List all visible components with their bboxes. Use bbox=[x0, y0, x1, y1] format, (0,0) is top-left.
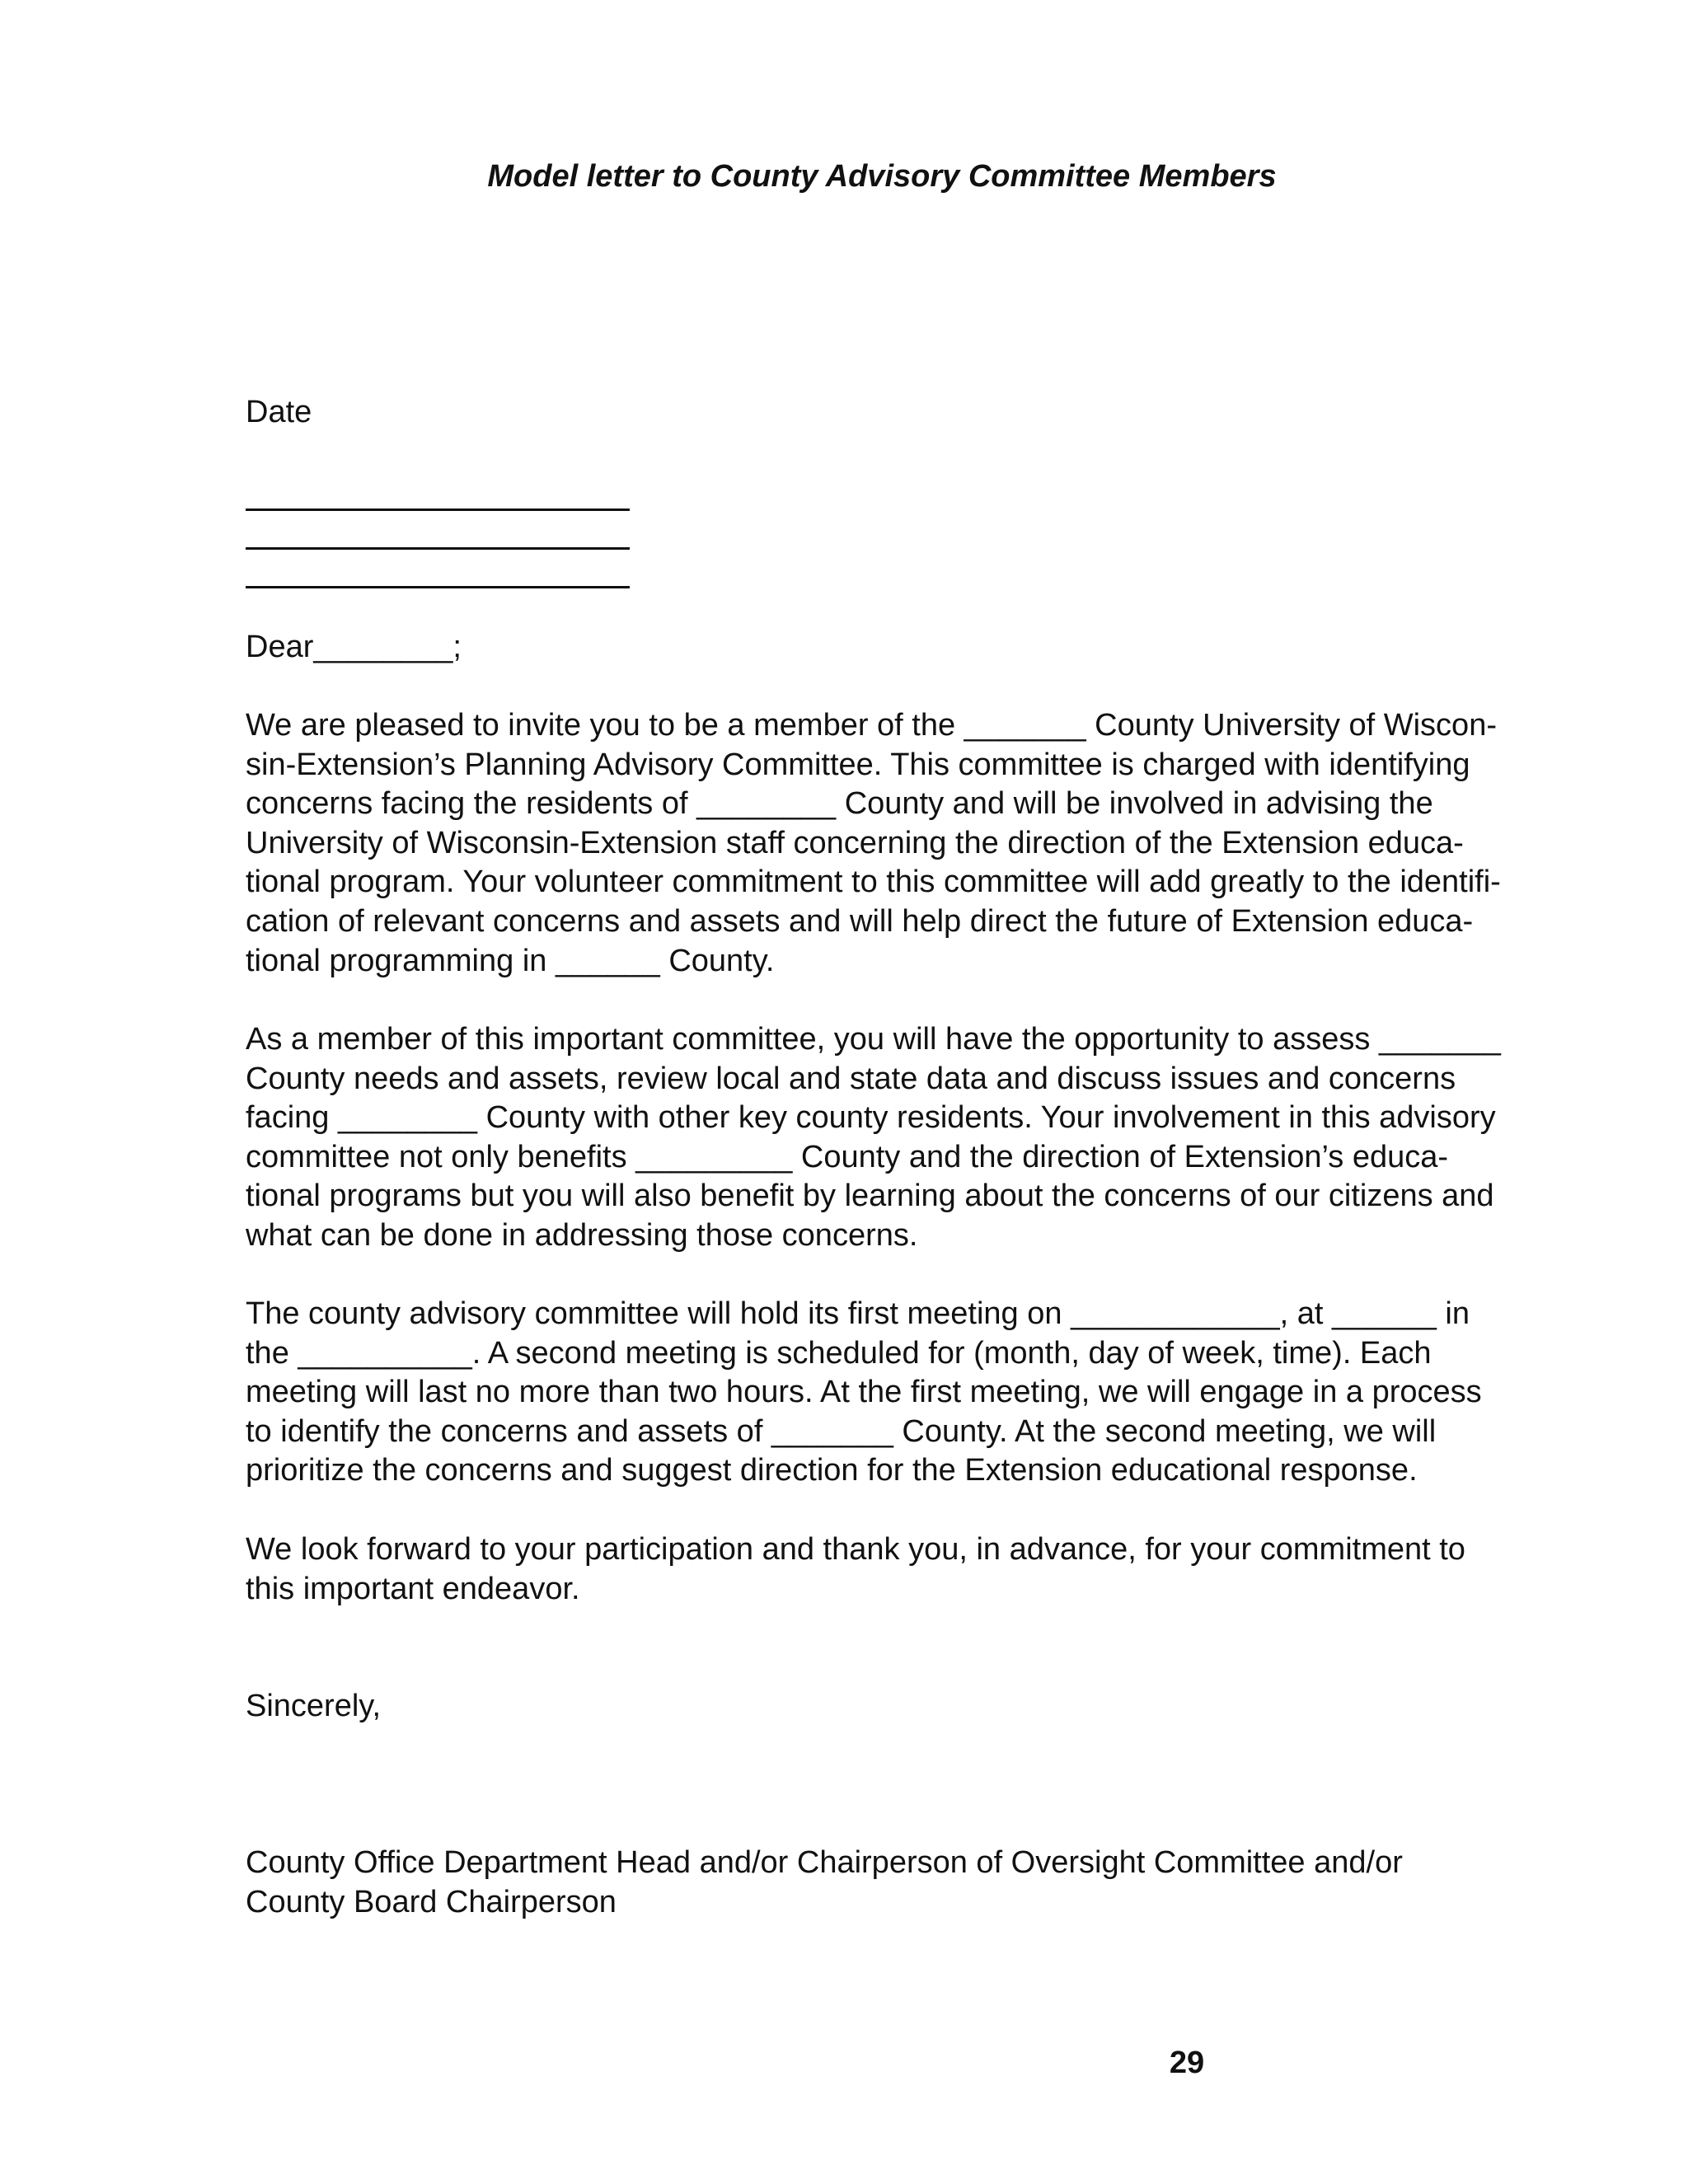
paragraph-line: We look forward to your participation and thank you, in advance, for your commitment to bbox=[246, 1532, 1465, 1567]
paragraph-line: meeting will last no more than two hours. At the first meeting, we will engage in a process bbox=[246, 1375, 1482, 1410]
paragraph-line: prioritize the concerns and suggest direction for the Extension educational response. bbox=[246, 1453, 1418, 1488]
paragraph-line: tional programs but you will also benefit by learning about the concerns of our citizens and bbox=[246, 1179, 1494, 1214]
address-line bbox=[246, 547, 630, 550]
paragraph-thanks bbox=[246, 1530, 1531, 1609]
signature-line: County Board Chairperson bbox=[246, 1884, 617, 1919]
paragraph-invitation bbox=[246, 706, 1531, 981]
paragraph-line: to identify the concerns and assets of _______ County. At the second meeting, we will bbox=[246, 1413, 1437, 1449]
page-number: 29 bbox=[1169, 2046, 1205, 2080]
paragraph-line: facing ________ County with other key county residents. Your involvement in this advisory bbox=[246, 1100, 1496, 1136]
date-label: Date bbox=[246, 395, 312, 429]
paragraph-meetings bbox=[246, 1295, 1531, 1491]
paragraph-line: committee not only benefits _________ County and the direction of Extension’s educa- bbox=[246, 1139, 1449, 1174]
salutation: Dear________; bbox=[246, 630, 462, 664]
paragraph-line: University of Wisconsin-Extension staff concerning the direction of the Extension educa- bbox=[246, 825, 1464, 860]
paragraph-line: As a member of this important committee, you will have the opportunity to assess _______ bbox=[246, 1022, 1501, 1057]
signature-block bbox=[246, 1844, 1531, 1922]
paragraph-line: County needs and assets, review local and state data and discuss issues and concerns bbox=[246, 1061, 1456, 1096]
paragraph-line: this important endeavor. bbox=[246, 1571, 580, 1606]
page-title: Model letter to County Advisory Committee Members bbox=[487, 159, 1277, 194]
closing: Sincerely, bbox=[246, 1689, 382, 1723]
signature-line: County Office Department Head and/or Chairperson of Oversight Committee and/or bbox=[246, 1845, 1403, 1880]
paragraph-line: We are pleased to invite you to be a member of the _______ County University of Wiscon- bbox=[246, 708, 1497, 743]
paragraph-line: tional program. Your volunteer commitment to this committee will add greatly to the identifi- bbox=[246, 865, 1501, 900]
paragraph-line: The county advisory committee will hold its first meeting on ____________, at ______ in bbox=[246, 1296, 1470, 1331]
address-line bbox=[246, 586, 630, 588]
paragraph-membership bbox=[246, 1020, 1531, 1256]
paragraph-line: what can be done in addressing those concerns. bbox=[246, 1217, 918, 1253]
address-line bbox=[246, 509, 630, 511]
paragraph-line: sin-Extension’s Planning Advisory Committee. This committee is charged with identifying bbox=[246, 747, 1470, 782]
paragraph-line: the __________. A second meeting is scheduled for (month, day of week, time). Each bbox=[246, 1335, 1432, 1371]
paragraph-line: cation of relevant concerns and assets and will help direct the future of Extension educa- bbox=[246, 903, 1474, 939]
paragraph-line: tional programming in ______ County. bbox=[246, 943, 775, 978]
paragraph-line: concerns facing the residents of ________ County and will be involved in advising the bbox=[246, 786, 1433, 822]
